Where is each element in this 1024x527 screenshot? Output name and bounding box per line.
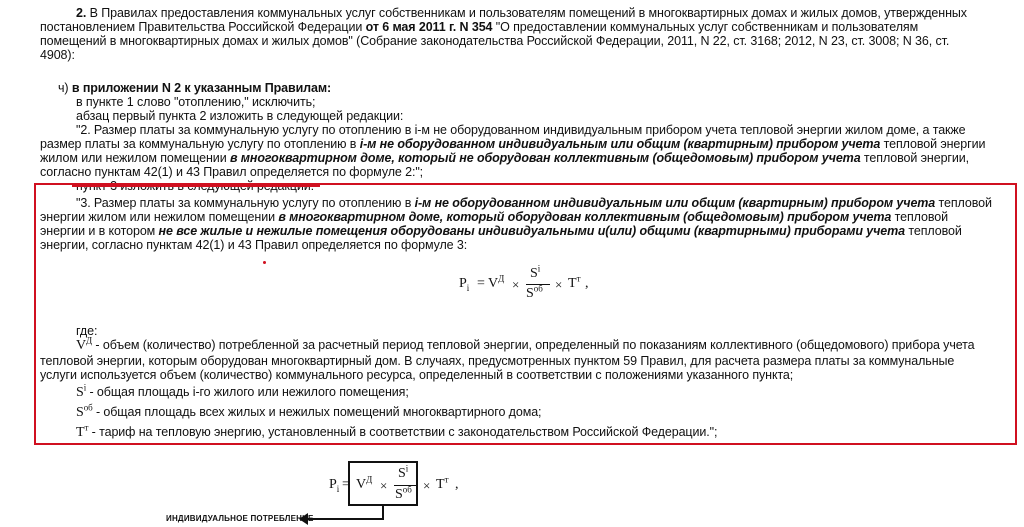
para2-line4: 4908): <box>40 48 75 62</box>
formula2-t-sup: т <box>444 474 449 485</box>
p3-line3-c: тепловой <box>905 224 962 238</box>
para2-line2 <box>40 20 918 34</box>
where-s-text: - общая площадь i-го жилого или нежилого помещения; <box>86 385 409 399</box>
where-s-sup: i <box>83 382 87 393</box>
formula2-times2: × <box>423 478 431 493</box>
formula2-num <box>398 463 409 482</box>
p2-line4: согласно пунктам 42(1) и 43 Правил определяется по формуле 2:"; <box>40 165 424 179</box>
p2-line3-b: в многоквартирном доме, который не оборудован коллективным (общедомовым) прибором учета <box>229 151 861 165</box>
p2-line1: "2. Размер платы за коммунальную услугу по отоплению в i-м не оборудованном индивидуальным прибором учета тепловой энергии жилом доме, а также <box>76 123 966 137</box>
formula2-end: , <box>455 477 459 492</box>
where-s-sym: S <box>76 385 84 400</box>
formula3-t-sup: т <box>576 273 581 284</box>
p2-line3 <box>40 151 969 165</box>
p3-line1-b: i-м не оборудованном индивидуальным или общим (квартирным) прибором учета <box>414 196 936 210</box>
p3-line2-b: в многоквартирном доме, который оборудован коллективным (общедомовым) прибором учета <box>278 210 892 224</box>
para2-line2-a: постановлением Правительства Российской Федерации <box>40 20 366 34</box>
formula3-v-sym: V <box>488 276 499 291</box>
para2-line3: помещений в многоквартирных домах и жилых домов" (Собрание законодательства Российской Федерации, 2011, N 22, ст. 3168; 2012, N 23, ст. 3008; N 36, ст. <box>40 34 950 48</box>
where-v-line1-text: - объем (количество) потребленной за расчетный период тепловой энергии, определенный по показаниям коллективного (общедомового) прибора учета <box>92 338 975 352</box>
p3-line3-a: энергии и в котором <box>40 224 159 238</box>
where-sob-symbol <box>76 402 93 420</box>
where-v-line3: услуги используется объем (количество) коммунального ресурса, определенный в соответствии с положениями указанного пункта; <box>40 368 794 382</box>
formula3-num-sup: i <box>537 263 541 274</box>
p2-line3-a: жилом или нежилом помещении <box>40 151 230 165</box>
formula2-lhs <box>329 477 339 493</box>
para2-line1 <box>76 6 967 20</box>
p3-line2-c: тепловой <box>891 210 948 224</box>
where-v-line1 <box>76 335 975 353</box>
formula2-v <box>356 474 373 493</box>
item-ch-line2: абзац первый пункта 2 изложить в следующей редакции: <box>76 109 404 123</box>
item-ch-title <box>58 81 331 95</box>
p2-line3-c: тепловой энергии, <box>860 151 970 165</box>
formula2-v-sym: V <box>356 477 367 492</box>
p3-line1-c: тепловой <box>935 196 992 210</box>
formula3-times1: × <box>512 277 520 292</box>
formula2-den-sym: S <box>395 487 403 502</box>
formula3-t <box>568 273 581 292</box>
p2-line2-c: тепловой энергии <box>880 137 986 151</box>
where-t-sup: т <box>84 422 89 433</box>
formula3-lhs-sym: P <box>459 276 467 291</box>
formula3-num-sym: S <box>530 266 538 281</box>
formula3-num <box>530 263 541 282</box>
formula2-t-sym: T <box>436 477 445 492</box>
formula3-eq: = <box>477 276 485 291</box>
p3-line2 <box>40 210 948 224</box>
where-v-sup: Д <box>86 335 93 346</box>
where-sob-text: - общая площадь всех жилых и нежилых помещений многоквартирного дома; <box>92 405 542 419</box>
p3-line1 <box>76 196 992 210</box>
where-v-sym: V <box>76 338 87 353</box>
where-sob-sym: S <box>76 405 84 420</box>
formula2-den-sup: об <box>402 484 412 495</box>
red-dot-mark <box>263 261 266 264</box>
arrow-stem <box>382 505 384 519</box>
p3-line3 <box>40 224 962 238</box>
para2-line2-c: "О предоставлении коммунальных услуг собственникам и пользователям <box>492 20 919 34</box>
where-v-line2: тепловой энергии, которым оборудован многоквартирный дом. В случаях, предусмотренных пунктом 59 Правил, для расчета размера платы за коммунальные <box>40 354 955 368</box>
formula3-v-sup: Д <box>498 273 505 284</box>
para2-date: от 6 мая 2011 г. N 354 <box>365 20 493 34</box>
p2-line2-a: размер платы за коммунальную услугу по отоплению в <box>40 137 360 151</box>
item-ch-prefix: ч) <box>58 81 72 95</box>
p2-line2-b: i-м не оборудованном индивидуальным или общим (квартирным) прибором учета <box>359 137 881 151</box>
formula3-den <box>526 283 543 302</box>
item-ch-line3: пункт 3 изложить в следующей редакции: <box>76 179 314 193</box>
formula3-den-sym: S <box>526 286 534 301</box>
formula2-lhs-sym: P <box>329 477 337 492</box>
p3-line1-a: "3. Размер платы за коммунальную услугу по отоплению в <box>76 196 415 210</box>
where-sob-sup: об <box>83 402 93 413</box>
where-t-text: - тариф на тепловую энергию, установленный в соответствии с законодательством Российской Федерации."; <box>88 425 718 439</box>
formula3-times2: × <box>555 277 563 292</box>
where-t-line <box>76 422 718 440</box>
formula3-v <box>488 273 505 292</box>
where-sob-line <box>76 402 542 420</box>
formula2-t <box>436 474 449 493</box>
arrow-shaft <box>306 518 384 520</box>
where-label: где: <box>76 324 98 338</box>
where-s-symbol <box>76 382 87 400</box>
where-t-symbol <box>76 422 89 440</box>
formula2-lhs-sub: i <box>336 483 340 494</box>
item-ch-line1: в пункте 1 слово "отоплению," исключить; <box>76 95 316 109</box>
para2-number: 2. <box>76 6 87 20</box>
formula3-den-sup: об <box>533 283 543 294</box>
formula2-num-sup: i <box>405 463 409 474</box>
item-ch-title-text: в приложении N 2 к указанным Правилам: <box>71 81 332 95</box>
p3-line2-a: энергии жилом или нежилом помещении <box>40 210 279 224</box>
formula2-v-sup: Д <box>366 474 373 485</box>
formula3-lhs <box>459 276 469 292</box>
where-t-sym: T <box>76 425 85 440</box>
formula3-lhs-sub: i <box>466 282 470 293</box>
formula3-t-sym: T <box>568 276 577 291</box>
p2-line2 <box>40 137 985 151</box>
p3-line3-b: не все жилые и нежилые помещения оборудованы индивидуальными и(или) общими (квартирными) приборами учета <box>158 224 906 238</box>
formula2-times1: × <box>380 478 388 493</box>
where-s-line <box>76 382 409 400</box>
formula2-num-sym: S <box>398 466 406 481</box>
formula2-eq: = <box>342 477 350 492</box>
para2-line1-text: В Правилах предоставления коммунальных услуг собственникам и пользователям помещений в многоквартирных домах и жилых домов, утвержденных <box>89 6 967 20</box>
formula2-den <box>395 484 412 503</box>
formula3-end: , <box>585 276 589 291</box>
annotation-caption: ИНДИВИДУАЛЬНОЕ ПОТРЕБЛЕНИЕ <box>166 514 314 523</box>
where-v-symbol <box>76 335 93 353</box>
p3-line4: энергии, согласно пунктам 42(1) и 43 Правил определяется по формуле 3: <box>40 238 468 252</box>
